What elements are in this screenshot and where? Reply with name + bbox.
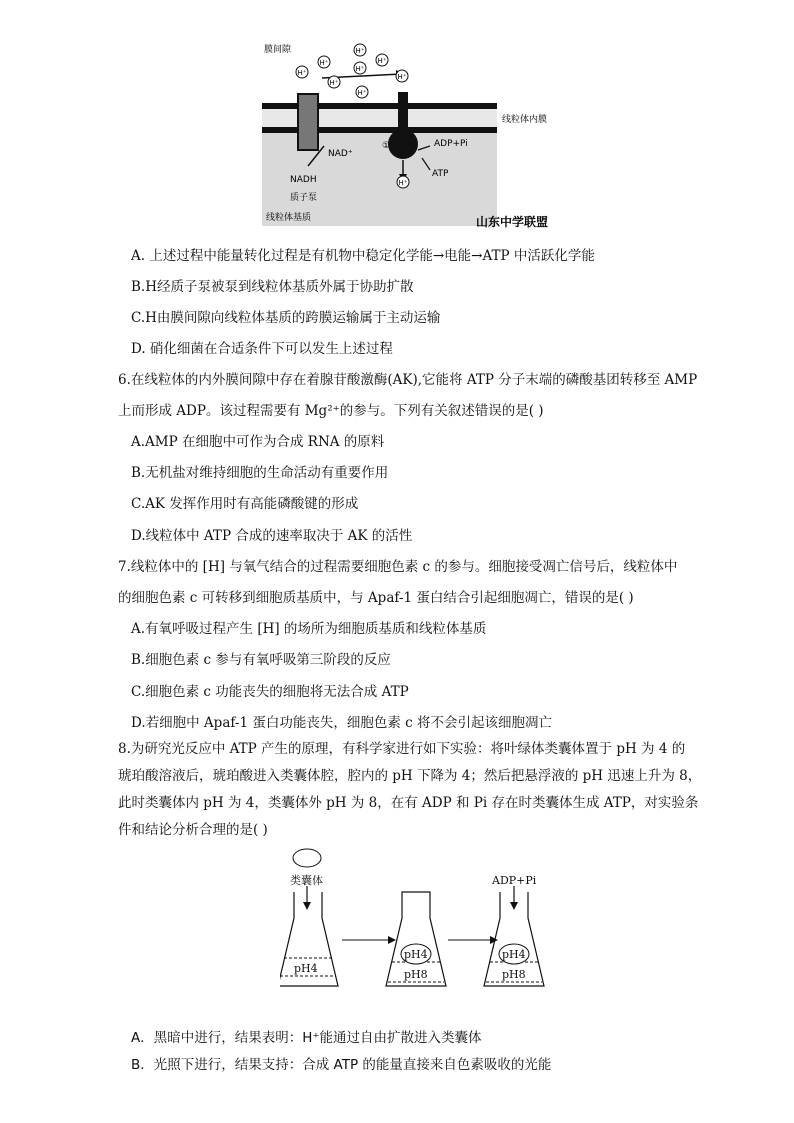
q8-stem-line3: 此时类囊体内 pH 为 4，类囊体外 pH 为 8，在有 ADP 和 Pi 存在时类囊体生成 ATP，对实验条 bbox=[118, 795, 699, 811]
label-thylakoid: 类囊体 bbox=[290, 874, 323, 887]
svg-text:H⁺: H⁺ bbox=[357, 89, 367, 97]
q8-stem-line1: 8.为研究光反应中 ATP 产生的原理，有科学家进行如下实验：将叶绿体类囊体置于 pH 为 4 的 bbox=[118, 741, 686, 757]
flask3-ph4-label: pH4 bbox=[502, 948, 526, 961]
label-adp-pi-2: ADP+Pi bbox=[492, 874, 537, 887]
label-atp: ATP bbox=[432, 169, 449, 179]
watermark: 山东中学联盟 bbox=[476, 215, 549, 229]
label-nadh: NADH bbox=[290, 175, 317, 185]
label-adp-pi: ADP+Pi bbox=[434, 139, 468, 149]
q8-option-a: A．黑暗中进行，结果表明：H⁺能通过自由扩散进入类囊体 bbox=[131, 1030, 482, 1046]
q8-stem-line2: 琥珀酸溶液后，琥珀酸进入类囊体腔，腔内的 pH 下降为 4；然后把悬浮液的 pH 迅速上升为 8， bbox=[118, 768, 702, 784]
q7-stem-line2: 的细胞色素 c 可转移到细胞质基质中，与 Apaf-1 蛋白结合引起细胞凋亡，错误的是( ) bbox=[118, 590, 634, 606]
svg-text:H⁺: H⁺ bbox=[398, 179, 408, 187]
q7-option-a: A.有氧呼吸过程产生 [H] 的场所为细胞质基质和线粒体基质 bbox=[131, 621, 487, 637]
proton-pump bbox=[298, 94, 318, 150]
q6-stem-line2: 上而形成 ADP。该过程需要有 Mg²⁺的参与。下列有关叙述错误的是( ) bbox=[118, 403, 544, 419]
svg-text:H⁺: H⁺ bbox=[319, 59, 329, 67]
label-matrix: 线粒体基质 bbox=[266, 213, 312, 223]
label-intermembrane: 膜间隙 bbox=[264, 45, 292, 55]
q6-option-b: B.无机盐对维持细胞的生命活动有重要作用 bbox=[131, 465, 389, 481]
label-circle-1: ① bbox=[382, 141, 391, 151]
thylakoid-experiment-diagram bbox=[280, 848, 570, 998]
thylakoid-icon bbox=[293, 849, 321, 867]
svg-text:H⁺: H⁺ bbox=[377, 57, 387, 65]
q7-option-c: C.细胞色素 c 功能丧失的细胞将无法合成 ATP bbox=[131, 684, 409, 700]
mitochondria-membrane-diagram bbox=[262, 38, 582, 234]
q5-option-a: A. 上述过程中能量转化过程是有机物中稳定化学能→电能→ATP 中活跃化学能 bbox=[131, 248, 595, 264]
label-nad: NAD⁺ bbox=[328, 149, 353, 159]
svg-text:H⁺: H⁺ bbox=[355, 65, 365, 73]
q7-option-d: D.若细胞中 Apaf-1 蛋白功能丧失，细胞色素 c 将不会引起该细胞凋亡 bbox=[131, 715, 552, 731]
q6-stem-line1: 6.在线粒体的内外膜间隙中存在着腺苷酸激酶(AK),它能将 ATP 分子末端的磷酸基团转移至 AMP bbox=[118, 372, 698, 388]
q5-option-c: C.H由膜间隙向线粒体基质的跨膜运输属于主动运输 bbox=[131, 310, 441, 326]
q6-option-d: D.线粒体中 ATP 合成的速率取决于 AK 的活性 bbox=[131, 528, 413, 544]
flask2-ph4-label: pH4 bbox=[404, 948, 428, 961]
q6-option-c: C.AK 发挥作用时有高能磷酸键的形成 bbox=[131, 496, 359, 512]
q8-stem-line4: 件和结论分析合理的是( ) bbox=[118, 822, 268, 838]
atp-synthase-head bbox=[388, 129, 418, 159]
q6-option-a: A.AMP 在细胞中可作为合成 RNA 的原料 bbox=[131, 434, 385, 450]
svg-text:H⁺: H⁺ bbox=[329, 79, 339, 87]
flask2-ph8-label: pH8 bbox=[404, 968, 428, 981]
svg-text:H⁺: H⁺ bbox=[355, 47, 365, 55]
label-proton-pump: 质子泵 bbox=[290, 193, 318, 203]
svg-text:H⁺: H⁺ bbox=[297, 69, 307, 77]
q7-option-b: B.细胞色素 c 参与有氧呼吸第三阶段的反应 bbox=[131, 652, 391, 668]
q5-option-d: D. 硝化细菌在合适条件下可以发生上述过程 bbox=[131, 341, 393, 357]
label-inner-membrane: 线粒体内膜 bbox=[502, 115, 548, 125]
q7-stem-line1: 7.线粒体中的 [H] 与氧气结合的过程需要细胞色素 c 的参与。细胞接受凋亡信号后，线粒体中 bbox=[118, 559, 678, 575]
flask1-ph4-label: pH4 bbox=[294, 962, 318, 975]
q8-option-b: B．光照下进行，结果支持：合成 ATP 的能量直接来自色素吸收的光能 bbox=[131, 1057, 552, 1073]
q5-option-b: B.H经质子泵被泵到线粒体基质外属于协助扩散 bbox=[131, 279, 414, 295]
svg-text:H⁺: H⁺ bbox=[397, 73, 407, 81]
flask3-ph8-label: pH8 bbox=[502, 968, 526, 981]
